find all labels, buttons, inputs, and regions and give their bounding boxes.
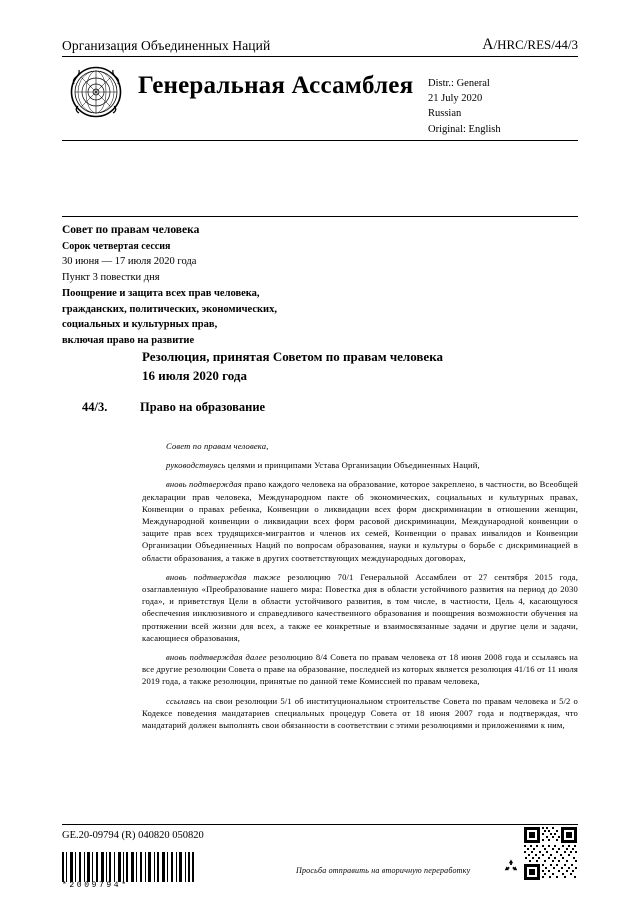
document-symbol-prefix: A: [482, 36, 494, 53]
header-bottom-rule: [62, 140, 578, 141]
resolution-title: [142, 348, 578, 386]
resolution-title-line-1: Резолюция, принятая Советом по правам человека: [142, 349, 443, 364]
job-code: GE.20-09794 (R) 040820 050820: [62, 830, 204, 841]
preambular-paragraph-4: вновь подтверждая далее резолюцию 8/4 Совета по правам человека от 18 июня 2008 года и ссылаясь на все другие резолюции Совета о праве на образование, последней из которых является резолюция 41/16 от 11 июля 2019 года, а также резолюции, принятые по данной теме Комиссией по правам человека,: [142, 652, 579, 687]
distr-line-language: Russian: [428, 108, 462, 120]
agenda-title-line-1: Поощрение и защита всех прав человека,: [62, 287, 260, 299]
distribution-block: [428, 64, 578, 137]
resolution-lead: Совет по правам человека,: [166, 441, 269, 451]
barcode: [62, 852, 194, 882]
assembly-title: Генеральная Ассамблея: [138, 72, 414, 99]
body-top-rule: [62, 216, 578, 217]
distr-line-general: Distr.: General: [428, 78, 490, 89]
preambular-paragraph-5: ссылаясь на свои резолюции 5/1 об институциональном строительстве Совета по правам человека и 5/2 о Кодексе поведения мандатариев специальных процедур Совета от 18 июня 2007 года и подтверждая, что мандатарий должен выполнять свои обязанности в соответствии с этими резолюциями и приложениями к ним,: [142, 695, 578, 731]
resolution-number-row: [82, 400, 578, 415]
document-header: [62, 36, 578, 141]
organization-name: Организация Объединенных Наций: [62, 38, 271, 53]
agenda-item: Пункт 3 повестки дня: [62, 272, 160, 283]
council-block: [62, 222, 578, 349]
masthead: [62, 64, 578, 138]
un-emblem-icon: [70, 66, 122, 118]
resolution-number: 44/3.: [82, 400, 108, 414]
council-session: Сорок четвертая сессия: [62, 241, 171, 253]
council-dates: 30 июня — 17 июля 2020 года: [62, 256, 197, 268]
agenda-title-line-4: включая право на развитие: [62, 335, 195, 346]
distr-line-original: Original: English: [428, 123, 501, 135]
preambular-paragraph-3: вновь подтверждая также резолюцию 70/1 Генеральной Ассамблеи от 27 сентября 2015 года, озаглавленную «Преобразование нашего мира: Повестка дня в области устойчивого развития на период до 2030 года», и приветствуя Цели в области устойчивого развития, в том числе, в частности, Цель 4, касающуюся обеспечения инклюзивного и справедливого качественного образования и поощрения возможности обучения на протяжении всей жизни для всех, а также ее конкретные и взаимосвязанные задачи и другие цели и задачи, касающиеся образования,: [142, 571, 578, 643]
resolution-title-line-2: 16 июля 2020 года: [142, 367, 247, 383]
recycle-icon: [503, 858, 519, 874]
agenda-title-line-2: гражданских, политических, экономических,: [62, 303, 277, 315]
preambular-paragraph-2: вновь подтверждая право каждого человека на образование, которое закреплено, в частности, во Всеобщей декларации прав человека, Международном пакте об экономических, социальных и культурных правах, Конвенции о правах ребенка, Конвенции о ликвидации всех форм дискриминации в отношении женщин, Международной конвенции о ликвидации всех форм расовой дискриминации, Международной конвенции о защите прав всех трудящихся-мигрантов и членов их семей, Конвенции о правах инвалидов и Конвенции Организации Объединенных Наций по вопросам образования, науки и культуры о борьбе с дискриминацией в области образования, а также в других соответствующих международных договорах,: [142, 479, 578, 563]
footer-rule: [62, 824, 578, 825]
distr-line-date: 21 July 2020: [428, 93, 483, 105]
document-symbol: [482, 36, 578, 54]
resolution-subject: Право на образование: [140, 400, 266, 414]
preambular-paragraph-1: руководствуясь целями и принципами Устава Организации Объединенных Наций,: [166, 460, 480, 471]
barcode-digits: *2009794*: [62, 881, 129, 890]
header-top-row: [62, 36, 578, 56]
qr-code: [523, 826, 578, 881]
council-name: Совет по правам человека: [62, 224, 200, 236]
document-symbol-rest: /HRC/RES/44/3: [493, 37, 578, 52]
agenda-title-line-3: социальных и культурных прав,: [62, 319, 218, 331]
recycle-note: Просьба отправить на вторичную переработку: [296, 866, 471, 875]
resolution-body: [142, 440, 578, 738]
header-top-rule: [62, 56, 578, 57]
